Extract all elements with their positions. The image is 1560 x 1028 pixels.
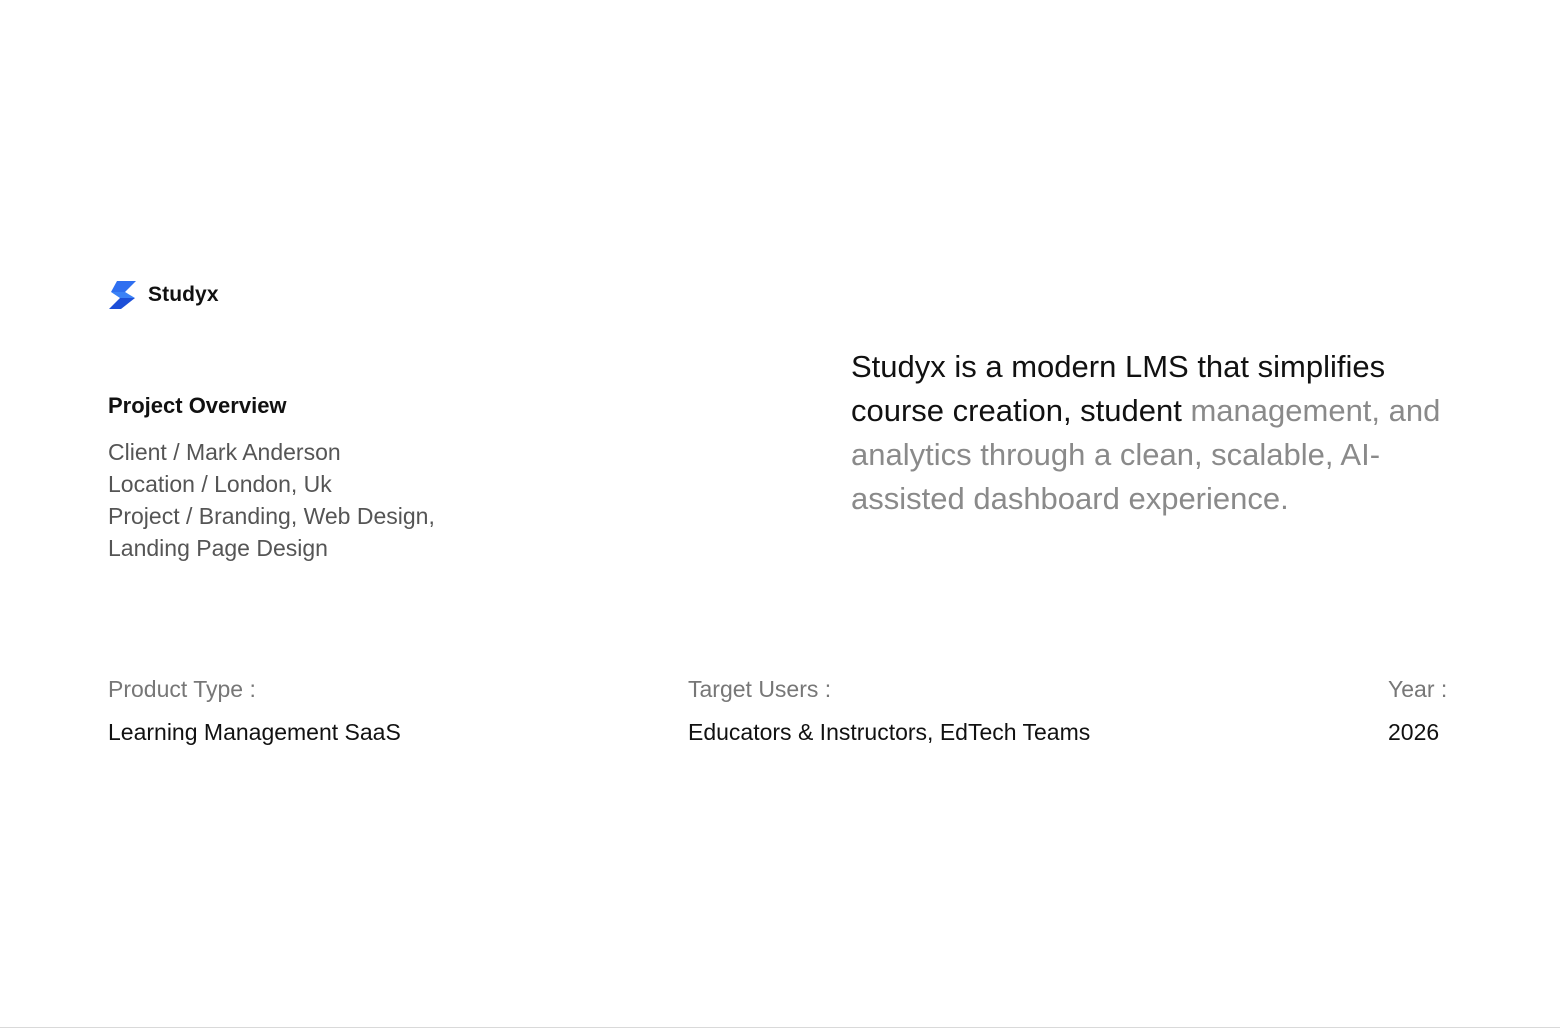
meta-target-users [688,674,1090,747]
studyx-logo-icon [108,280,138,310]
overview-project: Project / Branding, Web Design, [108,503,435,529]
overview-location: Location / London, Uk [108,471,332,497]
brand-name: Studyx [148,283,219,306]
overview-project-continued: Landing Page Design [108,535,328,561]
target-users-value: Educators & Instructors, EdTech Teams [688,719,1091,745]
project-statement [851,345,1471,521]
meta-year [1388,674,1447,747]
overview-title: Project Overview [108,393,287,418]
statement-muted: management, and analytics through a clean, scalable, AI-assisted dashboard experience. [851,393,1441,516]
overview-client: Client / Mark Anderson [108,439,341,465]
meta-product-type [108,674,401,747]
product-type-value: Learning Management SaaS [108,719,401,745]
project-overview [108,392,628,564]
target-users-label: Target Users : [688,676,832,702]
statement-highlight: Studyx is a modern LMS that simplifies course creation, student [851,349,1386,428]
brand [108,280,219,310]
year-label: Year : [1388,676,1448,702]
year-value: 2026 [1388,719,1440,745]
product-type-label: Product Type : [108,676,256,702]
